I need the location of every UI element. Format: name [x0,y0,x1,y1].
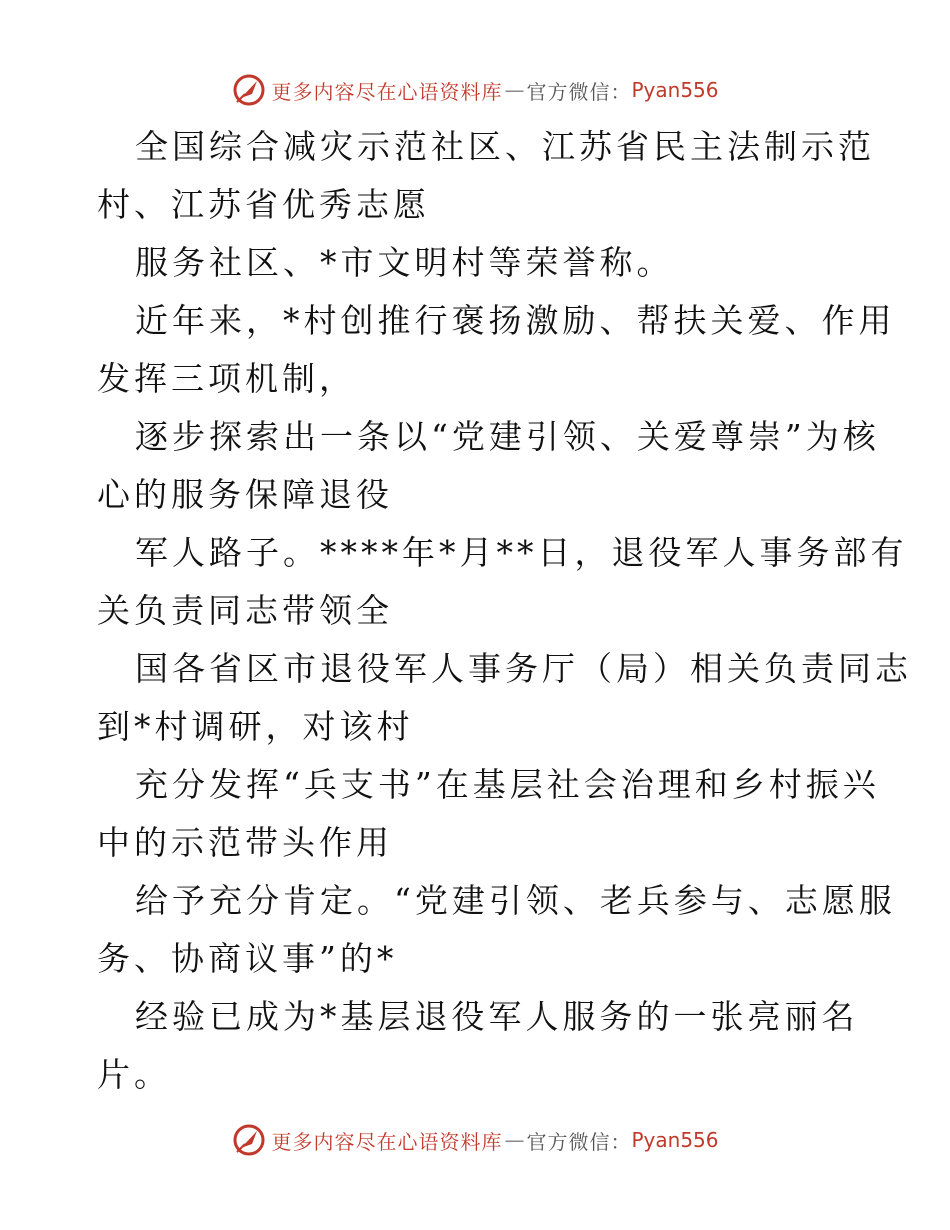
body-line: 到*村调研，对该村 [97,707,414,746]
footer-watermark [0,1118,950,1162]
watermark-dash: — [504,78,525,102]
body-line: 国各省区市退役军人事务厅（局）相关负责同志 [135,649,912,688]
watermark-contact-label: 官方微信： [526,1129,632,1154]
body-line: 心的服务保障退役 [97,475,393,514]
body-line: 中的示范带头作用 [97,823,393,862]
body-line: 逐步探索出一条以“党建引领、关爱尊崇”为核 [135,417,880,456]
body-line: 服务社区、*市文明村等荣誉称。 [135,243,674,282]
body-line: 近年来，*村创推行褒扬激励、帮扶关爱、作用 [135,301,896,340]
feather-pen-logo-icon [231,72,267,108]
body-line: 全国综合减灾示范社区、江苏省民主法制示范 [135,127,875,166]
feather-pen-logo-icon [231,1122,267,1158]
header-watermark [0,68,950,112]
watermark-dash: — [504,1128,525,1152]
body-line: 务、协商议事”的* [97,939,398,978]
body-line: 片。 [97,1055,171,1094]
watermark-brand: 更多内容尽在心语资料库 [271,1129,503,1154]
body-line: 发挥三项机制， [97,359,356,398]
body-line: 村、江苏省优秀志愿 [97,185,430,224]
body-line: 经验已成为*基层退役军人服务的一张亮丽名 [135,997,859,1036]
body-line: 充分发挥“兵支书”在基层社会治理和乡村振兴 [135,765,880,804]
watermark-wechat-id: Pyan556 [631,78,719,102]
body-line: 给予充分肯定。“党建引领、老兵参与、志愿服 [135,881,896,920]
watermark-brand: 更多内容尽在心语资料库 [271,79,503,104]
body-line: 军人路子。****年*月**日，退役军人事务部有 [135,533,908,572]
document-body [97,118,912,1104]
watermark-contact-label: 官方微信： [526,79,632,104]
watermark-wechat-id: Pyan556 [631,1128,719,1152]
body-line: 关负责同志带领全 [97,591,393,630]
